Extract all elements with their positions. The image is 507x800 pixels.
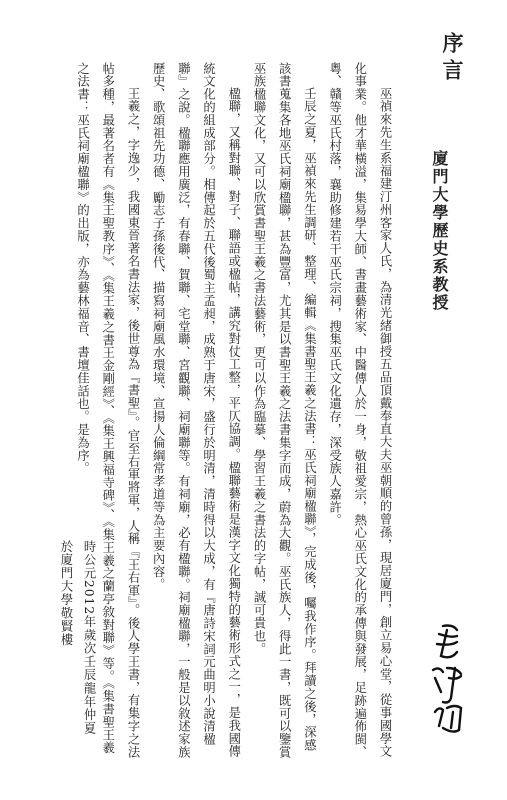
paragraph-2: 壬辰之夏，巫禎來先生調研、整理、編輯《集書聖王羲之法書：巫氏祠廟楹聯》，完成後，囑我作序。拜讀之後，深感該書蒐集各地巫氏祠廟楹聯，甚為豐富，尤其是以書聖王羲之法書集字而成，蔚為大觀。巫氏族人，得此一書，既可以鑒賞巫族楹聯文化，又可以欣賞書聖王羲之書法藝術，更可以作為臨摹、學習王羲之書法的字帖，誠可貴也。 — [251, 62, 317, 759]
date-location-block — [54, 540, 100, 735]
location-line: 於廈門大學敬賢樓 — [59, 540, 73, 647]
paragraph-3: 楹聯，又稱對聯、對子、聯語或楹帖，講究對仗工整，平仄協調。楹聯藝術是漢字文化獨特的藝術形式之一，是我國傳統文化的組成部分。相傳起於五代後蜀主孟昶，成熟于唐宋，盛行於明清，清時得以大成，有『唐詩宋詞元曲明小說清楹聯』之說。楹聯應用廣泛，有春聯、賀聯、宅堂聯、宮觀聯、祠廟聯等。有祠廟，必有楹聯。祠廟楹聯，一般是以敘述家族歷史、歌頌祖先功德、勵志子孫後代、描寫祠廟風水環境、宣揚人倫綱常孝道等為主要內容。 — [151, 62, 241, 759]
author-line: 廈門大學歷史系教授 — [430, 150, 449, 312]
paragraph-4: 王羲之，字逸少，我國東晉著名書法家，後世尊為『書聖』。官至右軍將軍，人稱『王右軍』。後人學王書，有集字之法帖多種，最著名者有《集王聖教序》、《集王羲之書王金剛經》、《集王興福寺碑》、《集王羲之蘭亭敘對聯》等。《集書聖王羲之法書：巫氏祠廟楹聯》的出版，亦為藝林福音、書壇佳話也。是為序。 — [75, 62, 140, 758]
preface-body — [69, 62, 397, 762]
date-line: 時公元2012年歲次壬辰龍年仲夏 — [82, 540, 96, 735]
signature-image — [425, 620, 467, 740]
paragraph-1: 巫禎來先生系福建汀州客家人氏，為清光緒御授五品頂戴奉直大夫巫朝順的曾孫，現居廈門，創立易心堂，從事國學文化事業。他才華橫溢，集易學大師、書畫藝術家、中醫傳人於一身，敬祖愛宗，熱心巫氏文化的承傳與發展，足跡遍佈閩、粵、贛等巫氏村落，襄助修建若干巫氏宗祠，搜集巫氏文化遺存，深受族人嘉許。 — [327, 62, 392, 759]
page-title: 序言 — [440, 32, 465, 86]
